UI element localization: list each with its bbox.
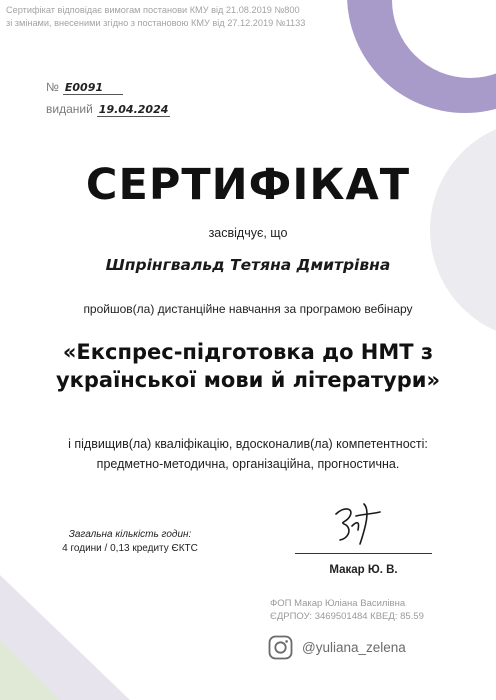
hours-label: Загальна кількість годин: xyxy=(68,529,192,540)
issued-date-label: виданий xyxy=(46,102,93,116)
certificate-number-value: Е0091 xyxy=(63,81,123,95)
course-title-line2: української мови й літератури» xyxy=(55,368,441,392)
handwritten-signature xyxy=(330,500,390,548)
issuer-name: ФОП Макар Юліана Василівна xyxy=(270,598,406,609)
hours-block xyxy=(30,528,230,556)
course-intro: пройшов(ла) дистанційне навчання за програмою вебінару xyxy=(83,302,413,316)
signer-name: Макар Ю. В. xyxy=(329,564,398,576)
course-title-line1: «Експрес-підготовка до НМТ з xyxy=(62,340,434,364)
issued-date-row xyxy=(46,102,170,117)
instagram-handle[interactable]: @yuliana_zelena xyxy=(302,640,406,655)
competence-line1: і підвищив(ла) кваліфікацію, вдосконалив(ла) компетентності: xyxy=(68,437,428,451)
certificate-number-label: № xyxy=(46,80,59,94)
regulation-notice-line1: Сертифікат відповідає вимогам постанови КМУ від 21.08.2019 №800 xyxy=(6,5,300,15)
certificate-number-row xyxy=(46,80,123,95)
regulation-notice xyxy=(6,4,406,30)
issuer-codes: ЄДРПОУ: 3469501484 КВЕД: 85.59 xyxy=(270,611,424,622)
certifies-text: засвідчує, що xyxy=(208,226,288,240)
instagram-icon xyxy=(268,635,293,660)
issued-date-value: 19.04.2024 xyxy=(98,103,169,116)
recipient-name: Шпрінгвальд Тетяна Дмитрівна xyxy=(105,256,391,274)
issuer-details xyxy=(270,597,480,623)
competence-line2: предметно-методична, організаційна, прогностична. xyxy=(96,457,400,471)
course-title xyxy=(10,338,486,394)
signature-line xyxy=(295,553,432,554)
regulation-notice-line2: зі змінами, внесеними згідно з постановою КМУ від 27.12.2019 №1133 xyxy=(6,18,306,28)
competence-text xyxy=(0,434,496,474)
certificate-title: СЕРТИФІКАТ xyxy=(85,160,411,210)
hours-value: 4 години / 0,13 кредиту ЄКТС xyxy=(62,543,198,554)
